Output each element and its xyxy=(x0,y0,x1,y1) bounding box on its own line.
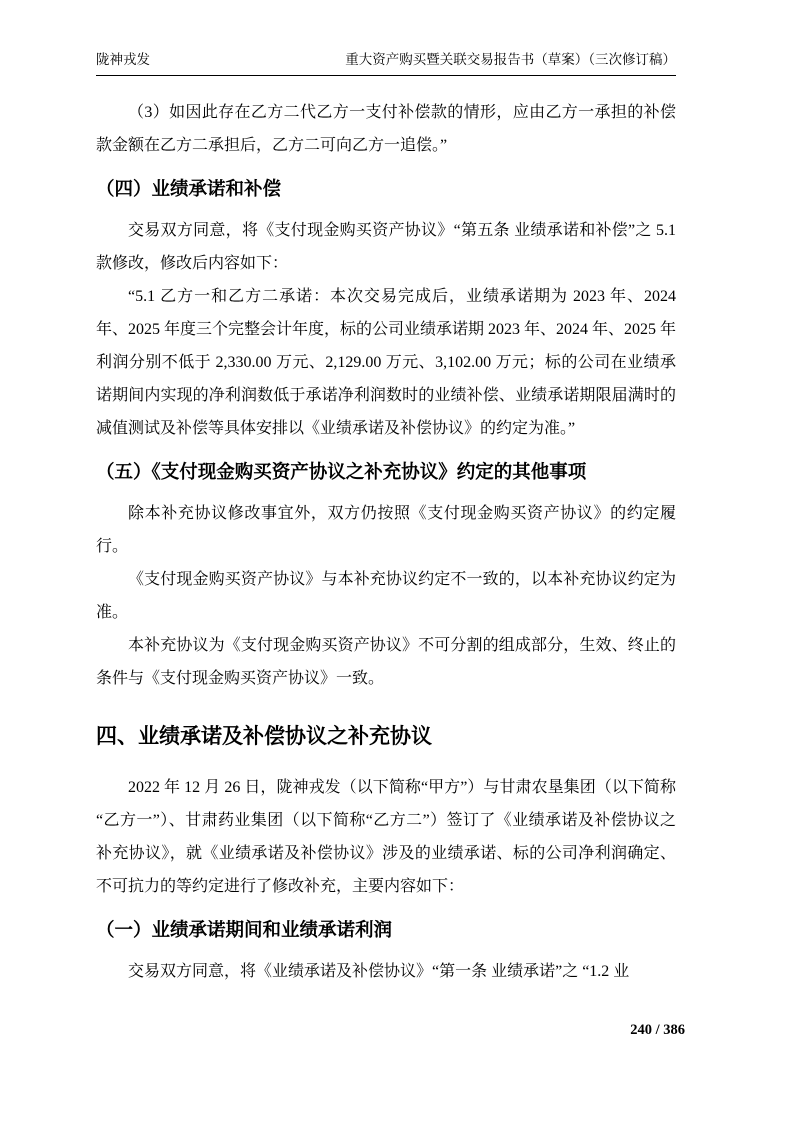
paragraph-clause-3: （3）如因此存在乙方二代乙方一支付补偿款的情形，应由乙方一承担的补偿款金额在乙方二承担后，乙方二可向乙方一追偿。” xyxy=(96,104,676,154)
paragraph-subsection1-intro: 交易双方同意，将《业绩承诺及补偿协议》“第一条 业绩承诺”之 “1.2 业 xyxy=(128,963,630,980)
heading-section-5-other-matters: （五）《支付现金购买资产协议之补充协议》约定的其他事项 xyxy=(96,461,587,482)
page-number: 240 / 386 xyxy=(630,1022,685,1038)
paragraph-section5-3: 本补充协议为《支付现金购买资产协议》不可分割的组成部分，生效、终止的条件与《支付现金购买资产协议》一致。 xyxy=(96,637,676,687)
document-body xyxy=(96,96,676,988)
header-company-short-name: 陇神戎发 xyxy=(96,52,150,67)
heading-subsection-1-commitment-period: （一）业绩承诺期间和业绩承诺利润 xyxy=(96,919,393,940)
heading-section-4-performance-commitment: （四）业绩承诺和补偿 xyxy=(96,178,282,199)
paragraph-section5-2: 《支付现金购买资产协议》与本补充协议约定不一致的，以本补充协议约定为准。 xyxy=(96,571,676,621)
paragraph-part4-intro: 2022 年 12 月 26 日，陇神戎发（以下简称“甲方”）与甘肃农垦集团（以下简称“乙方一”）、甘肃药业集团（以下简称“乙方二”）签订了《业绩承诺及补偿协议之补充协议》，就《业绩承诺及补偿协议》涉及的业绩承诺、标的公司净利润确定、不可抗力的等约定进行了修改补充，主要内容如下： xyxy=(96,779,676,895)
page-header xyxy=(96,50,676,76)
paragraph-section4-clause-5-1: “5.1 乙方一和乙方二承诺：本次交易完成后，业绩承诺期为 2023 年、2024 年、2025 年度三个完整会计年度，标的公司业绩承诺期 2023 年、2024 年、2025 年利润分别不低于 2,330.00 万元、2,129.00 万元、3,102.00 万元；标的公司在业绩承诺期间内实现的净利润数低于承诺净利润数时的业绩补偿、业绩承诺期限届满时的减值测试及补偿等具体安排以《业绩承诺及补偿协议》的约定为准。” xyxy=(96,288,677,437)
paragraph-section5-1: 除本补充协议修改事宜外，双方仍按照《支付现金购买资产协议》的约定履行。 xyxy=(96,505,676,555)
paragraph-section4-intro: 交易双方同意，将《支付现金购买资产协议》“第五条 业绩承诺和补偿”之 5.1 款修改，修改后内容如下： xyxy=(96,222,676,272)
heading-part-4-supplementary-agreement: 四、业绩承诺及补偿协议之补充协议 xyxy=(96,725,432,748)
header-report-title: 重大资产购买暨关联交易报告书（草案）（三次修订稿） xyxy=(345,52,676,67)
